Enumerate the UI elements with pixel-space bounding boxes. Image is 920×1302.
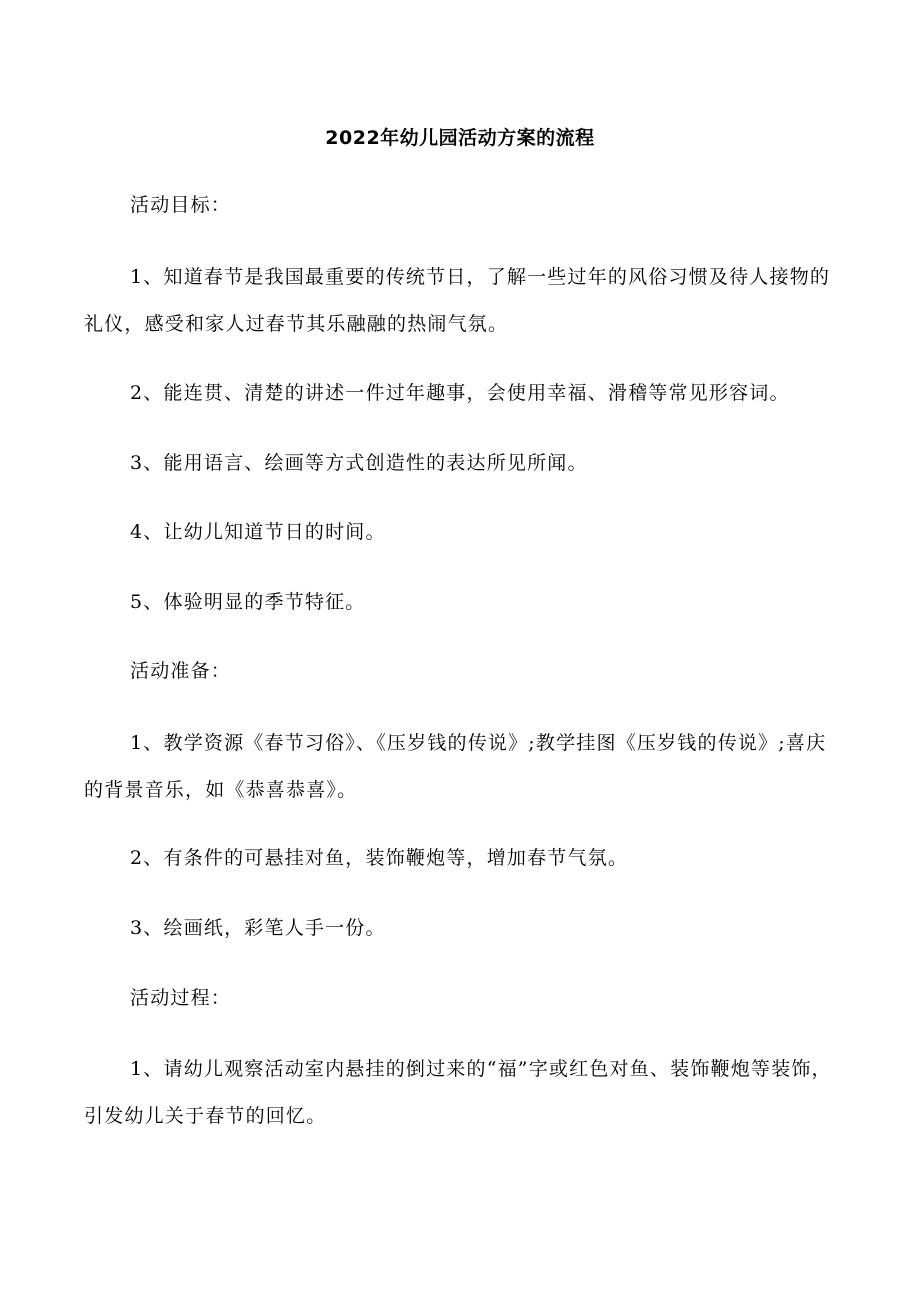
process-heading: 活动过程： [130,987,232,1009]
goal-item-1: 1、知道春节是我国最重要的传统节日，了解一些过年的风俗习惯及待人接物的礼仪，感受和家人过春节其乐融融的热闹气氛。 [84,266,831,335]
document-title: 2022年幼儿园活动方案的流程 [325,127,595,149]
process-item-1: 1、请幼儿观察活动室内悬挂的倒过来的“福”字或红色对鱼、装饰鞭炮等装饰，引发幼儿关于春节的回忆。 [84,1058,832,1127]
goal-item-2: 2、能连贯、清楚的讲述一件过年趣事，会使用幸福、滑稽等常见形容词。 [130,382,790,404]
prep-heading: 活动准备： [130,660,232,682]
prep-item-3: 3、绘画纸，彩笔人手一份。 [130,917,386,939]
prep-item-1: 1、教学资源《春节习俗》、《压岁钱的传说》;教学挂图《压岁钱的传说》;喜庆的背景音乐，如《恭喜恭喜》。 [84,732,827,801]
prep-item-2: 2、有条件的可悬挂对鱼，装饰鞭炮等，增加春节气氛。 [130,847,629,869]
goal-item-5: 5、体验明显的季节特征。 [130,591,366,613]
goals-heading: 活动目标： [130,194,232,216]
goal-item-4: 4、让幼儿知道节日的时间。 [130,521,386,543]
goal-item-3: 3、能用语言、绘画等方式创造性的表达所见所闻。 [130,452,588,474]
